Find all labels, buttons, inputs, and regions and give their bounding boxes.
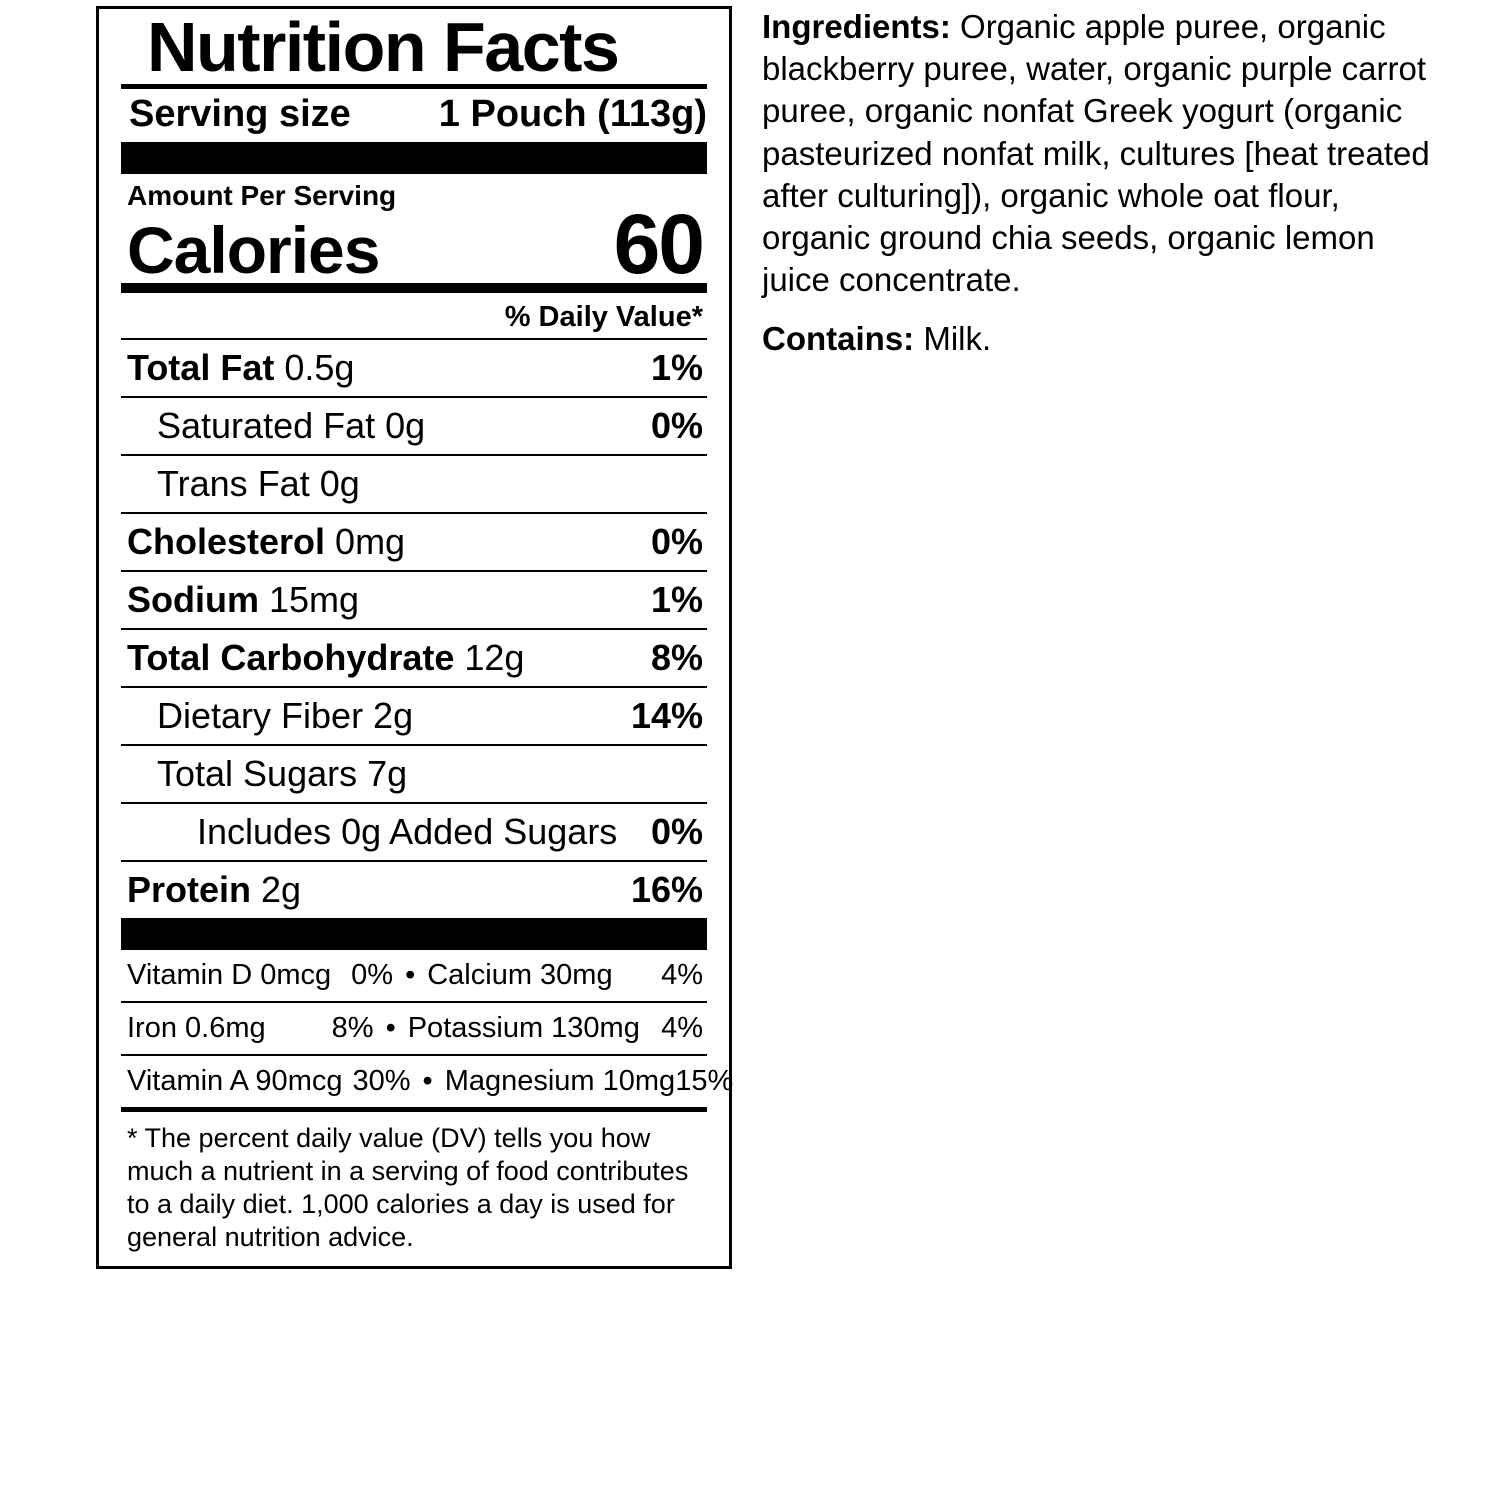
total-fat-amount: 0.5g xyxy=(274,346,355,388)
row-vitamin-line-1 xyxy=(121,950,707,1001)
cholesterol-dv: 0% xyxy=(650,520,703,562)
row-cholesterol xyxy=(121,514,707,570)
nutrition-facts-panel xyxy=(96,6,732,1269)
saturated-fat-dv: 0% xyxy=(650,404,703,446)
vitamin-a-label: Vitamin A 90mcg xyxy=(127,1064,343,1097)
contains-paragraph xyxy=(762,318,1442,360)
row-vitamin-line-2 xyxy=(121,1003,707,1054)
carbohydrate-dv: 8% xyxy=(650,636,703,678)
row-total-sugars xyxy=(121,746,707,802)
row-added-sugars xyxy=(121,804,707,860)
protein-label: Protein xyxy=(127,868,252,910)
serving-size-label: Serving size xyxy=(129,92,351,135)
divider-thick-top xyxy=(121,142,707,174)
calcium-label: Calcium 30mg xyxy=(427,958,613,991)
magnesium-label: Magnesium 10mg xyxy=(444,1064,676,1097)
total-fat-dv: 1% xyxy=(650,346,703,388)
potassium-dv: 4% xyxy=(661,1011,703,1044)
dietary-fiber-dv: 14% xyxy=(630,694,703,736)
cholesterol-label: Cholesterol xyxy=(127,520,326,562)
ingredients-column xyxy=(762,6,1442,376)
amount-per-serving-label: Amount Per Serving xyxy=(127,179,397,211)
added-sugars-label: Includes 0g Added Sugars xyxy=(197,810,618,852)
vitamin-d-dv: 0% xyxy=(351,958,394,991)
row-total-fat xyxy=(121,340,707,396)
saturated-fat-label: Saturated Fat 0g xyxy=(157,404,426,446)
ingredients-heading: Ingredients: xyxy=(762,8,951,45)
carbohydrate-amount: 12g xyxy=(454,636,525,678)
added-sugars-dv: 0% xyxy=(650,810,703,852)
sodium-label: Sodium xyxy=(127,578,259,620)
potassium-label: Potassium 130mg xyxy=(407,1011,640,1044)
total-sugars-label: Total Sugars 7g xyxy=(157,752,408,794)
daily-value-header: % Daily Value* xyxy=(504,300,703,333)
row-saturated-fat xyxy=(121,398,707,454)
total-fat-label: Total Fat xyxy=(127,346,275,388)
row-total-carbohydrate xyxy=(121,630,707,686)
iron-dv: 8% xyxy=(331,1011,374,1044)
row-trans-fat xyxy=(121,456,707,512)
cholesterol-amount: 0mg xyxy=(325,520,406,562)
calories-row xyxy=(121,196,707,291)
divider-thick-bottom xyxy=(121,918,707,950)
magnesium-dv: 15% xyxy=(675,1064,734,1097)
vitamin-d-label: Vitamin D 0mcg xyxy=(127,958,332,991)
row-sodium xyxy=(121,572,707,628)
contains-text: Milk. xyxy=(914,319,992,357)
sodium-dv: 1% xyxy=(650,578,703,620)
dietary-fiber-label: Dietary Fiber 2g xyxy=(157,694,414,736)
row-vitamin-line-3 xyxy=(121,1056,734,1107)
bullet-separator-icon: • xyxy=(385,1011,396,1044)
iron-label: Iron 0.6mg xyxy=(127,1011,266,1044)
serving-size-row xyxy=(121,89,707,142)
calories-value: 60 xyxy=(613,196,703,291)
row-protein xyxy=(121,862,707,918)
ingredients-paragraph xyxy=(762,6,1442,302)
daily-value-footnote: * The percent daily value (DV) tells you how much a nutrient in a serving of food contributes to a daily diet. 1,000 calories a day is used for general nutrition advice. xyxy=(127,1122,689,1252)
panel-title: Nutrition Facts xyxy=(147,8,619,86)
carbohydrate-label: Total Carbohydrate xyxy=(127,636,455,678)
bullet-separator-icon: • xyxy=(422,1064,433,1097)
protein-dv: 16% xyxy=(630,868,703,910)
contains-heading: Contains: xyxy=(762,319,915,357)
trans-fat-label: Trans Fat 0g xyxy=(157,462,360,504)
bullet-separator-icon: • xyxy=(405,958,416,991)
vitamin-a-dv: 30% xyxy=(352,1064,411,1097)
protein-amount: 2g xyxy=(251,868,302,910)
calories-label: Calories xyxy=(127,212,380,287)
calcium-dv: 4% xyxy=(661,958,703,991)
ingredients-text: Organic apple puree, organic blackberry puree, water, organic purple carrot puree, organic nonfat Greek yogurt (organic pasteurized nonfat milk, cultures [heat treated after culturing]), organic whole oat flour, organic ground chia seeds, organic lemon juice concentrate. xyxy=(762,8,1430,299)
serving-size-value: 1 Pouch (113g) xyxy=(438,92,707,135)
sodium-amount: 15mg xyxy=(259,578,360,620)
row-dietary-fiber xyxy=(121,688,707,744)
